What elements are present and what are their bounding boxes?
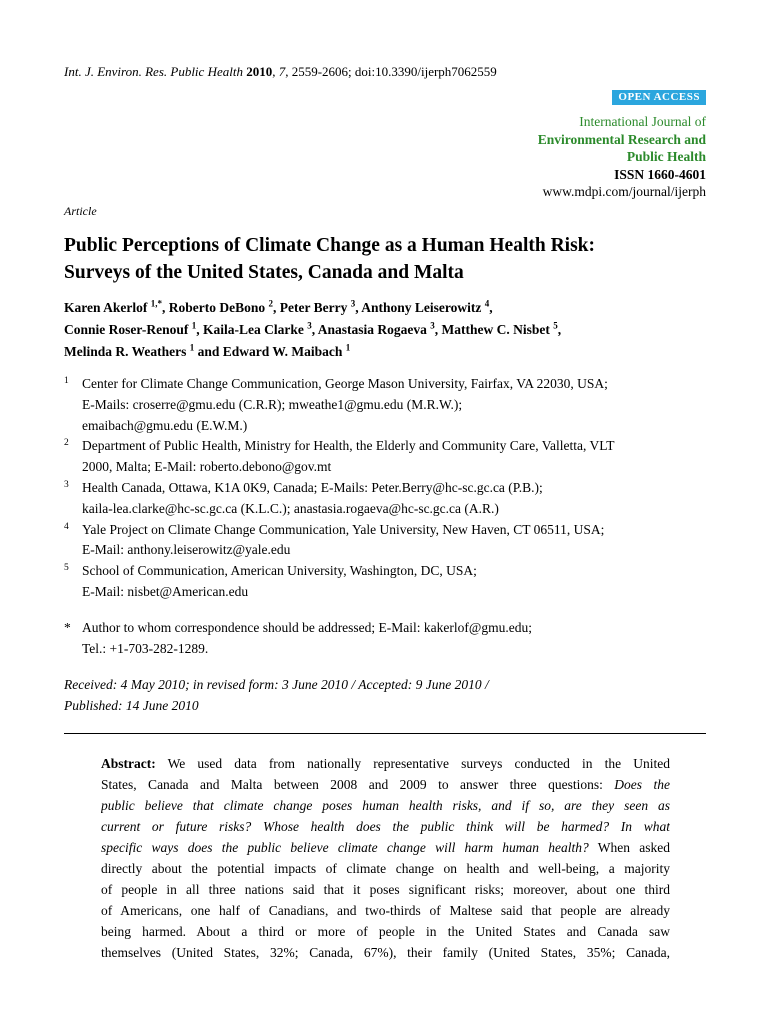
citation-pages-doi: , 2559-2606; doi:10.3390/ijerph7062559 [285, 64, 497, 79]
dates-line: Published: 14 June 2010 [64, 698, 199, 713]
abstract-text: of people in all three nations said that it poses significant risks; moreover, about one third [101, 882, 670, 897]
author-affiliation-mark: 1 [191, 320, 197, 331]
affiliation-line: emaibach@gmu.edu (E.W.M.) [82, 417, 248, 433]
author-name: Melinda R. Weathers [64, 344, 190, 359]
abstract-text: directly about the potential impacts of climate change on health and well-being, a majority [101, 861, 670, 876]
affiliation-line: kaila-lea.clarke@hc-sc.gc.ca (K.L.C.); anastasia.rogaeva@hc-sc.gc.ca (A.R.) [82, 500, 499, 516]
abstract-line [101, 921, 670, 942]
author-affiliation-mark: 1 [345, 342, 351, 353]
author-name: , [557, 322, 562, 337]
paper-title [64, 232, 724, 286]
abstract-line [101, 774, 670, 795]
affiliation-line: 2000, Malta; E-Mail: roberto.debono@gov.mt [82, 459, 332, 475]
correspondence-note [64, 618, 714, 660]
affiliation-line: School of Communication, American University, Washington, DC, USA; [82, 563, 477, 579]
author-line [64, 341, 724, 363]
affiliation-number: 2 [64, 438, 69, 449]
author-name: , Peter Berry [273, 300, 351, 315]
abstract-text: themselves (United States, 32%; Canada, 67%), their family (United States, 35%; Canada, [101, 945, 670, 960]
abstract-text: We used data from nationally representative surveys conducted in the United [155, 756, 670, 771]
author-name: , Anastasia Rogaeva [311, 322, 431, 337]
affiliation-item [64, 478, 714, 520]
abstract-question-text: current or future risks? Whose health does the public think will be harmed? In what [101, 819, 670, 834]
open-access-badge: OPEN ACCESS [612, 90, 706, 105]
author-name: , [489, 300, 493, 315]
abstract-text: When asked [588, 840, 670, 855]
affiliation-line: E-Mail: anthony.leiserowitz@yale.edu [82, 542, 291, 558]
affiliation-item [64, 520, 714, 562]
author-affiliation-mark: 1,* [150, 298, 162, 309]
affiliation-number: 4 [64, 521, 69, 532]
abstract-line [101, 879, 670, 900]
affiliation-item [64, 374, 714, 436]
author-name: , Matthew C. Nisbet [434, 322, 554, 337]
affiliation-item [64, 561, 714, 603]
author-name: , Anthony Leiserowitz [355, 300, 485, 315]
abstract-question-text: Does the [614, 777, 670, 792]
author-affiliation-mark: 3 [307, 320, 312, 331]
correspondence-line: Author to whom correspondence should be addressed; E-Mail: kakerlof@gmu.edu; [82, 620, 532, 635]
author-list [64, 297, 724, 363]
dates-line: Received: 4 May 2010; in revised form: 3 June 2010 / Accepted: 9 June 2010 / [64, 677, 489, 692]
abstract-text: of Americans, one half of Canadians, and two-thirds of Maltese said that people are already [101, 903, 670, 918]
affiliation-line: Department of Public Health, Ministry for Health, the Elderly and Community Care, Valletta, VLT [82, 438, 615, 454]
affiliation-line: Yale Project on Climate Change Communication, Yale University, New Haven, CT 06511, USA; [82, 521, 605, 537]
journal-name-line-2: Environmental Research and [537, 131, 706, 147]
citation-volume: 7 [278, 64, 286, 79]
journal-name-line-1: International Journal of [579, 114, 706, 129]
affiliation-number: 3 [64, 479, 69, 490]
abstract [101, 753, 670, 963]
affiliation-item [64, 436, 714, 478]
abstract-line [101, 900, 670, 921]
abstract-label: Abstract: [101, 756, 156, 771]
affiliation-line: E-Mails: croserre@gmu.edu (C.R.R); mweathe1@gmu.edu (M.R.W.); [82, 396, 463, 412]
abstract-line [101, 795, 670, 816]
affiliation-number: 1 [64, 376, 69, 386]
abstract-question-text: public believe that climate change poses human health risks, and if so, are they seen as [101, 798, 670, 813]
author-name: , Kaila-Lea Clarke [196, 322, 308, 337]
abstract-line [101, 942, 670, 963]
journal-url[interactable]: www.mdpi.com/journal/ijerph [542, 184, 706, 199]
citation-year: 2010 [246, 64, 273, 79]
journal-name-line-3: Public Health [626, 149, 706, 164]
journal-info-block [538, 113, 706, 201]
author-name: Karen Akerlof [64, 300, 151, 315]
article-type: Article [64, 204, 97, 218]
author-name: Connie Roser-Renouf [64, 322, 192, 337]
correspondence-line: Tel.: +1-703-282-1289. [82, 640, 209, 656]
affiliation-line: Center for Climate Change Communication, George Mason University, Fairfax, VA 22030, USA; [82, 376, 608, 391]
author-affiliation-mark: 3 [430, 320, 435, 331]
journal-abbrev: Int. J. Environ. Res. Public Health [64, 64, 243, 79]
author-line [64, 297, 724, 319]
author-affiliation-mark: 2 [268, 298, 273, 309]
author-name: and Edward W. Maibach [194, 344, 346, 359]
author-affiliation-mark: 4 [484, 298, 490, 309]
author-affiliation-mark: 3 [350, 298, 356, 309]
abstract-line [101, 858, 670, 879]
abstract-line [101, 753, 670, 774]
affiliation-line: Health Canada, Ottawa, K1A 0K9, Canada; E-Mails: Peter.Berry@hc-sc.gc.ca (P.B.); [82, 479, 543, 495]
affiliation-list [64, 374, 714, 603]
abstract-line [101, 816, 670, 837]
correspondence-marker: * [64, 620, 71, 635]
title-line: Surveys of the United States, Canada and Malta [64, 262, 464, 283]
author-line [64, 319, 724, 341]
affiliation-number: 5 [64, 563, 69, 574]
journal-issn: ISSN 1660-4601 [614, 166, 706, 182]
abstract-text: States, Canada and Malta between 2008 and 2009 to answer three questions: [101, 777, 615, 792]
title-line: Public Perceptions of Climate Change as a Human Health Risk: [64, 235, 596, 256]
journal-citation: Int. J. Environ. Res. Public Health 2010, 7, 2559-2606; doi:10.3390/ijerph7062559 [64, 64, 497, 79]
abstract-question-text: specific ways does the public believe climate change will harm human health? [101, 840, 589, 855]
publication-dates [64, 674, 714, 716]
author-affiliation-mark: 5 [553, 320, 558, 331]
abstract-line [101, 837, 670, 858]
author-name: , Roberto DeBono [162, 300, 269, 315]
author-affiliation-mark: 1 [189, 342, 195, 353]
affiliation-line: E-Mail: nisbet@American.edu [82, 583, 249, 599]
section-divider [64, 733, 706, 734]
abstract-text: being harmed. About a third or more of people in the United States and Canada saw [101, 924, 670, 939]
